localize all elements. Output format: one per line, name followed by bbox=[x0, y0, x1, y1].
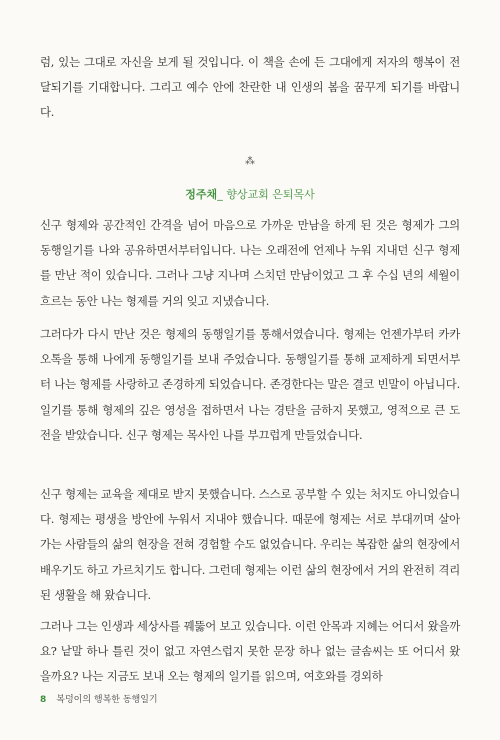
author-name: 정주채 bbox=[185, 188, 218, 201]
paragraph-4: 그러나 그는 인생과 세상사를 꿰뚫어 보고 있습니다. 이런 안목과 지혜는 어디서 왔을까요? 낱말 하나 틀린 것이 없고 자연스럽지 못한 문장 하나 없는 글솜씨는 또 어디서 왔을까요? 나는 지금도 보내 오는 형제의 일기를 읽으며, 여호와를 경외하 bbox=[40, 619, 460, 684]
paragraph-2: 그러다가 다시 만난 것은 형제의 동행일기를 통해서였습니다. 형제는 언젠가부터 카카오톡을 통해 나에게 동행일기를 보내 주었습니다. 동행일기를 통해 교제하게 되면서부터 나는 형제를 사랑하고 존경하게 되었습니다. 존경한다는 말은 결코 빈말이 아닙니다. 일기를 통해 형제의 깊은 영성을 접하면서 나는 경탄을 금하지 못했고, 영적으로 큰 도전을 받았습니다. 신구 형제는 목사인 나를 부끄럽게 만들었습니다. bbox=[40, 327, 460, 442]
book-title: 복덩이의 행복한 동행일기 bbox=[56, 695, 158, 705]
author-role: 향상교회 은퇴목사 bbox=[226, 188, 315, 201]
page-number: 8 bbox=[40, 695, 47, 705]
signature-separator: _ bbox=[217, 188, 227, 201]
author-signature bbox=[0, 186, 500, 202]
paragraph-1: 신구 형제와 공간적인 간격을 넘어 마음으로 가까운 만남을 하게 된 것은 형제가 그의 동행일기를 나와 공유하면서부터입니다. 나는 오래전에 언제나 누워 지내던 신구 형제를 만난 적이 있습니다. 그러나 그냥 지나며 스치던 만남이었고 그 후 수십 년의 세월이 흐르는 동안 나는 형제를 거의 잊고 지냈습니다. bbox=[40, 218, 460, 308]
page-footer bbox=[40, 692, 158, 705]
section-ornament: ⁂ bbox=[245, 156, 255, 167]
paragraph-continued: 럼, 있는 그대로 자신을 보게 될 것입니다. 이 책을 손에 든 그대에게 저자의 행복이 전달되기를 기대합니다. 그리고 예수 안에 찬란한 내 인생의 봄을 꿈꾸게 되기를 바랍니다. bbox=[40, 55, 460, 120]
paragraph-3: 신구 형제는 교육을 제대로 받지 못했습니다. 스스로 공부할 수 있는 처지도 아니었습니다. 형제는 평생을 방안에 누워서 지내야 했습니다. 때문에 형제는 서로 부대끼며 살아가는 사람들의 삶의 현장을 전혀 경험할 수도 없었습니다. 우리는 복잡한 삶의 현장에서 배우기도 하고 가르치기도 합니다. 그런데 형제는 이런 삶의 현장에서 거의 완전히 격리된 생활을 해 왔습니다. bbox=[40, 487, 460, 602]
